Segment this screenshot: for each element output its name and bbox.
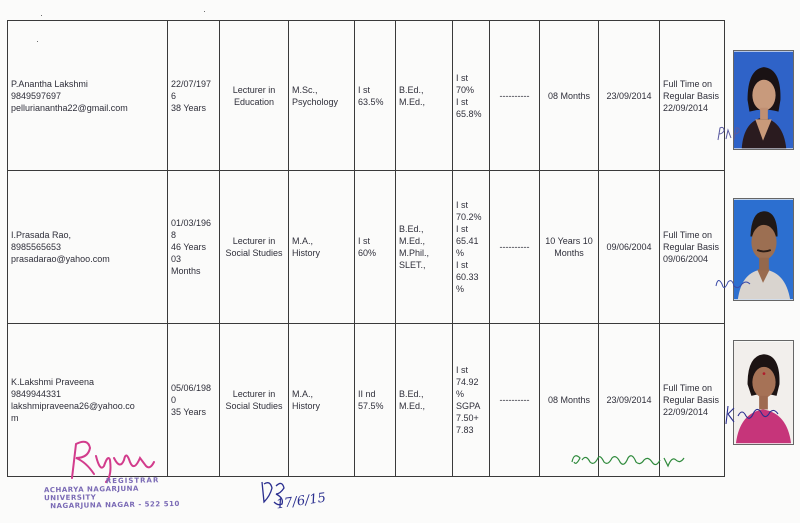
- stamp-university: ACHARYA NAGARJUNA UNIVERSITY: [43, 484, 139, 503]
- experience-cell: ----------: [490, 324, 540, 477]
- experience-cell: ----------: [490, 171, 540, 324]
- joining-date-cell: 23/09/2014: [599, 324, 660, 477]
- joining-date-cell: 09/06/2004: [599, 171, 660, 324]
- experience-years-cell: 10 Years 10 Months: [540, 171, 599, 324]
- scan-speck: ·: [36, 36, 39, 46]
- professional-marks-cell: I st 70% I st 65.8%: [453, 21, 490, 171]
- professional-marks-cell: I st 70.2% I st 65.41% I st 60.33%: [453, 171, 490, 324]
- dob-age-cell: 05/06/1980 35 Years: [168, 324, 220, 477]
- qualification-cell: M.A., History: [289, 171, 355, 324]
- professional-qualification-cell: B.Ed., M.Ed., M.Phil., SLET.,: [396, 171, 453, 324]
- professional-qualification-cell: B.Ed., M.Ed.,: [396, 324, 453, 477]
- pg-marks-cell: I st 63.5%: [355, 21, 396, 171]
- dob-age-cell: 01/03/1968 46 Years 03 Months: [168, 171, 220, 324]
- faculty-table: [7, 20, 725, 477]
- designation-cell: Lecturer in Social Studies: [220, 324, 289, 477]
- faculty-email: lakshmipraveena26@yahoo.co m: [11, 401, 135, 423]
- portrait-woman-icon: [734, 341, 793, 444]
- table-row: [8, 21, 725, 171]
- appointment-nature-cell: Full Time on Regular Basis 22/09/2014: [660, 21, 725, 171]
- professional-qualification-cell: B.Ed., M.Ed.,: [396, 21, 453, 171]
- designation-cell: Lecturer in Education: [220, 21, 289, 171]
- professional-marks-cell: I st 74.92% SGPA 7.50+ 7.83: [453, 324, 490, 477]
- pg-marks-cell: II nd 57.5%: [355, 324, 396, 477]
- faculty-name: P.Anantha Lakshmi: [11, 78, 88, 89]
- scan-speck: ·: [203, 6, 206, 16]
- faculty-phone: 8985565653: [11, 242, 62, 252]
- faculty-phone: 9849597697: [11, 90, 62, 101]
- name-cell: [8, 21, 168, 171]
- appointment-nature-cell: Full Time on Regular Basis 22/09/2014: [660, 324, 725, 477]
- qualification-cell: M.Sc., Psychology: [289, 21, 355, 171]
- experience-cell: ----------: [490, 21, 540, 171]
- name-cell: [8, 171, 168, 324]
- registrar-stamp: [44, 476, 195, 511]
- faculty-email: prasadarao@yahoo.com: [11, 254, 110, 264]
- faculty-email: pellurianantha22@gmail.com: [11, 102, 128, 113]
- initials-signature: [714, 122, 744, 144]
- table-row: [8, 171, 725, 324]
- experience-years-cell: 08 Months: [540, 324, 599, 477]
- experience-years-cell: 08 Months: [540, 21, 599, 171]
- faculty-name: I.Prasada Rao,: [11, 230, 72, 240]
- joining-date-cell: 23/09/2014: [599, 21, 660, 171]
- initials-signature: [712, 272, 752, 296]
- stamp-address: NAGARJUNA NAGAR - 522 510: [50, 499, 180, 511]
- faculty-phone: 9849944331: [11, 389, 62, 399]
- dob-age-cell: 22/07/1976 38 Years: [168, 21, 220, 171]
- faculty-photo: [733, 340, 794, 445]
- scan-speck: ·: [40, 10, 43, 20]
- initials-signature: [722, 400, 782, 428]
- qualification-cell: M.A., History: [289, 324, 355, 477]
- handwritten-date: 17/6/15: [275, 490, 327, 513]
- stamp-title: REGISTRAR: [105, 476, 160, 486]
- designation-cell: Lecturer in Social Studies: [220, 171, 289, 324]
- pg-marks-cell: I st 60%: [355, 171, 396, 324]
- principal-signature: [568, 448, 686, 472]
- faculty-name: K.Lakshmi Praveena: [11, 377, 95, 387]
- appointment-nature-cell: Full Time on Regular Basis 09/06/2004: [660, 171, 725, 324]
